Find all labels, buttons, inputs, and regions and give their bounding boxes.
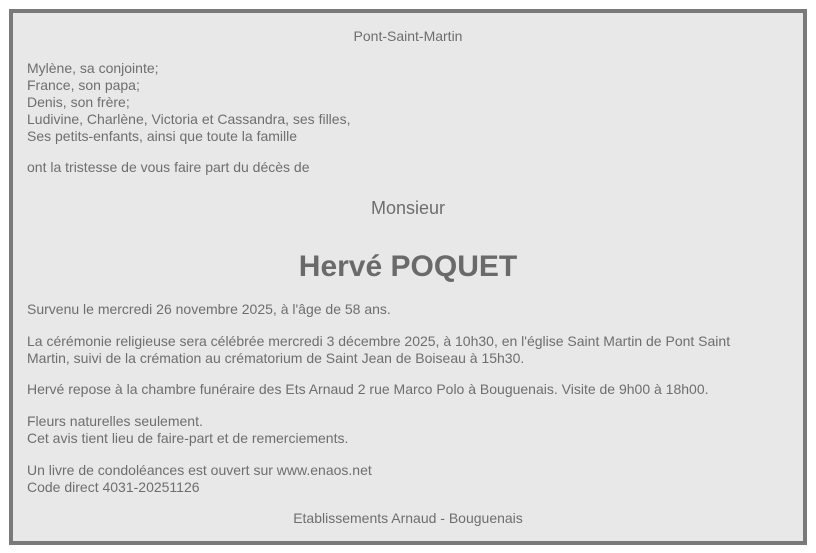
- family-line-father: France, son papa;: [27, 77, 140, 93]
- honorific-title: Monsieur: [370, 198, 446, 218]
- flowers-note: Fleurs naturelles seulement.: [27, 413, 203, 429]
- viewing-info: Hervé repose à la chambre funéraire des Ets Arnaud 2 rue Marco Polo à Bouguenais. Visite de 9h00 à 18h00.: [27, 381, 709, 397]
- direct-code: Code direct 4031-20251126: [27, 479, 200, 495]
- condolences-info: Un livre de condoléances est ouvert sur www.enaos.net: [27, 462, 372, 478]
- ceremony-info-line-1: La cérémonie religieuse sera célébrée mercredi 3 décembre 2025, à 10h30, en l'église Saint Martin de Pont Saint: [27, 333, 731, 349]
- family-line-brother: Denis, son frère;: [27, 94, 130, 110]
- obituary-notice-content: [27, 13, 789, 541]
- notice-remark: Cet avis tient lieu de faire-part et de remerciements.: [27, 430, 349, 446]
- funeral-home-footer: Etablissements Arnaud - Bouguenais: [293, 510, 523, 526]
- obituary-notice-frame: [9, 9, 807, 545]
- family-line-spouse: Mylène, sa conjointe;: [27, 60, 159, 76]
- family-line-grandchildren: Ses petits-enfants, ainsi que toute la famille: [27, 128, 298, 144]
- location-heading: Pont-Saint-Martin: [353, 28, 463, 44]
- announcement-text: ont la tristesse de vous faire part du décès de: [27, 159, 310, 175]
- family-line-daughters: Ludivine, Charlène, Victoria et Cassandra, ses filles,: [27, 111, 351, 127]
- ceremony-info-line-2: Martin, suivi de la crémation au crématorium de Saint Jean de Boiseau à 15h30.: [27, 350, 525, 366]
- death-info: Survenu le mercredi 26 novembre 2025, à l'âge de 58 ans.: [27, 301, 391, 317]
- deceased-name: Hervé POQUET: [298, 250, 518, 283]
